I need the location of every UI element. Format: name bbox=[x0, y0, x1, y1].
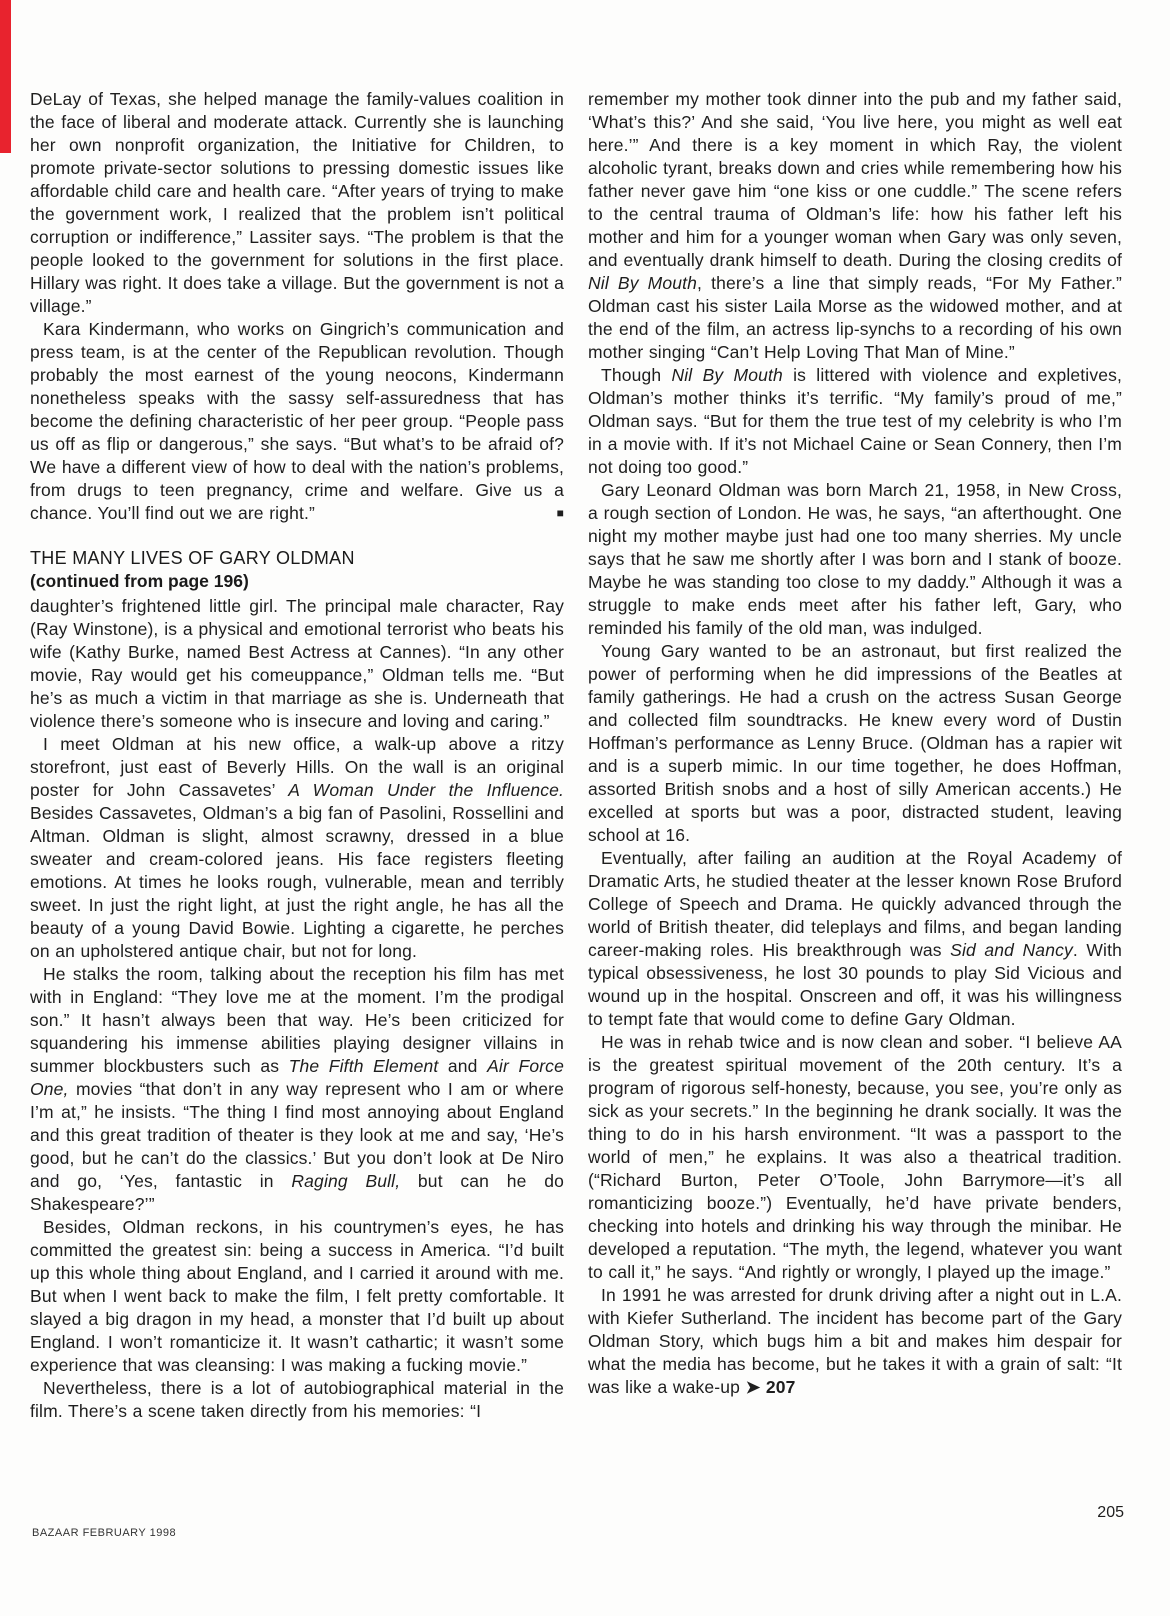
paragraph bbox=[30, 733, 564, 963]
body-text: Besides Cassavetes, Oldman’s a big fan of Pasolini, Rossellini and Altman. Oldman is slight, almost scrawny, dressed in a blue sweater and cream-colored jeans. His face registers fleeting emotions. At times he looks rough, vulnerable, mean and terribly sweet. In just the right light, at just the right angle, he has all the beauty of a young David Bowie. Lighting a cigarette, he perches on an upholstered antique chair, but not for long. bbox=[30, 803, 564, 961]
paragraph bbox=[588, 364, 1122, 479]
section-heading: THE MANY LIVES OF GARY OLDMAN bbox=[30, 548, 355, 568]
paragraph bbox=[30, 318, 564, 525]
body-text: but can he do Shakespeare?’” bbox=[30, 1171, 564, 1214]
body-text: In 1991 he was arrested for drunk driving after a night out in L.A. with Kiefer Sutherland. The incident has become part of the Gary Oldman Story, which bugs him a bit and makes him despair for what the media has become, but he takes it with a grain of salt: “It was like a wake-up bbox=[588, 1285, 1122, 1397]
paragraph bbox=[30, 595, 564, 733]
italic-title-text: Nil By Mouth bbox=[588, 273, 698, 293]
paragraph bbox=[588, 1031, 1122, 1284]
paragraph bbox=[30, 1377, 564, 1423]
body-text: and bbox=[438, 1056, 488, 1076]
page-number: 205 bbox=[1097, 1504, 1124, 1521]
body-text: daughter’s frightened little girl. The principal male character, Ray (Ray Winstone), is a physical and emotional terrorist who beats his wife (Kathy Burke, named Best Actress at Cannes). “In any other movie, Ray would get his comeuppance,” Oldman tells me. “But he’s as much a victim in that marriage as she is. Underneath that violence there’s someone who is insecure and loving and caring.” bbox=[30, 596, 564, 731]
paragraph bbox=[588, 640, 1122, 847]
italic-title-text: The Fifth Element bbox=[288, 1056, 439, 1076]
continued-on-page-jump: ➤ 207 bbox=[745, 1377, 796, 1397]
body-text: Nevertheless, there is a lot of autobiographical material in the film. There’s a scene taken directly from his memories: “I bbox=[30, 1378, 564, 1421]
body-text: He stalks the room, talking about the reception his film has met with in England: “They love me at the moment. I’m the prodigal son.” It hasn’t always been that way. He’s been criticized for squandering his immense abilities playing designer villains in summer blockbusters such as bbox=[30, 964, 564, 1076]
paragraph bbox=[30, 1216, 564, 1377]
magazine-credit: BAZAAR FEBRUARY 1998 bbox=[32, 1527, 177, 1539]
body-text: is littered with violence and expletives, Oldman’s mother thinks it’s terrific. “My family’s proud of me,” Oldman says. “But for them the true test of my celebrity is who I’m in a movie with. If it’s not Michael Caine or Sean Connery, then I’m not doing too good.” bbox=[588, 365, 1123, 477]
spine-accent-bar bbox=[0, 0, 11, 153]
body-text: remember my mother took dinner into the pub and my father said, ‘What’s this?’ And she said, ‘You live here, you might as well eat here.’” And there is a key moment in which Ray, the violent alcoholic tyrant, breaks down and cries while remembering how his father never gave him “one kiss or one cuddle.” The scene refers to the central trauma of Oldman’s life: how his father left his mother and him for a younger woman when Gary was only seven, and eventually drank himself to death. During the closing credits of bbox=[588, 89, 1122, 270]
body-text: . With typical obsessiveness, he lost 30 pounds to play Sid Vicious and wound up in the hospital. Onscreen and off, it was his willingness to tempt fate that would come to define Gary Oldman. bbox=[588, 940, 1122, 1029]
body-text: Besides, Oldman reckons, in his countrymen’s eyes, he has committed the greatest sin: being a success in America. “I’d built up this whole thing about England, and I carried it around with me. But when I went back to make the film, I felt pretty comfortable. It slayed a big dragon in my head, a monster that I’d built up about England. I won’t romanticize it. It wasn’t cathartic; it wasn’t some experience that was cleansing: I was making a fucking movie.” bbox=[30, 1217, 564, 1375]
italic-title-text: Raging Bull, bbox=[291, 1171, 401, 1191]
italic-title-text: A Woman Under the Influence. bbox=[288, 780, 565, 800]
italic-title-text: Sid and Nancy bbox=[950, 940, 1073, 960]
body-text: , there’s a line that simply reads, “For My Father.” Oldman cast his sister Laila Morse as the widowed mother, and at the end of the film, an actress lip-synchs to a recording of his own mother singing “Can’t Help Loving That Man of Mine.” bbox=[588, 273, 1122, 362]
paragraph bbox=[30, 963, 564, 1216]
article-body bbox=[30, 88, 1122, 1423]
body-text: I meet Oldman at his new office, a walk-up above a ritzy storefront, just east of Beverly Hills. On the wall is an original poster for John Cassavetes’ bbox=[30, 734, 564, 800]
paragraph bbox=[588, 88, 1122, 364]
paragraph bbox=[588, 479, 1122, 640]
body-text: Kara Kindermann, who works on Gingrich’s communication and press team, is at the center of the Republican revolution. Though probably the most earnest of the young neocons, Kindermann nonetheless speaks with the sassy self-assuredness that has become the defining characteristic of her peer group. “People pass us off as flip or dangerous,” she says. “But what’s to be afraid of? We have a different view of how to deal with the nation’s problems, from drugs to teen pregnancy, crime and welfare. Give us a chance. You’ll find out we are right.” bbox=[30, 319, 564, 523]
paragraph bbox=[588, 1284, 1122, 1399]
body-text: DeLay of Texas, she helped manage the family-values coalition in the face of liberal and moderate attack. Currently she is launching her own nonprofit organization, the Initiative for Children, to promote private-sector solutions to pressing domestic issues like affordable child care and health care. “After years of trying to make the government work, I realized that the problem isn’t political corruption or indifference,” Lassiter says. “The problem is that the people looked to the government for solutions in the first place. Hillary was right. It does take a village. But the government is not a village.” bbox=[30, 89, 564, 316]
left-column bbox=[30, 88, 564, 1423]
paragraph bbox=[30, 88, 564, 318]
italic-title-text: Air Force One, bbox=[30, 1056, 564, 1099]
italic-title-text: Nil By Mouth bbox=[671, 365, 783, 385]
section-subheading: (continued from page 196) bbox=[30, 571, 249, 591]
body-text: Eventually, after failing an audition at the Royal Academy of Dramatic Arts, he studied theater at the lesser known Rose Bruford College of Speech and Drama. He quickly advanced through the world of British theater, did teleplays and films, and began landing career-making roles. His breakthrough was bbox=[588, 848, 1122, 960]
right-column bbox=[588, 88, 1122, 1423]
paragraph bbox=[588, 847, 1122, 1031]
body-text: movies “that don’t in any way represent who I am or where I’m at,” he insists. “The thing I find most annoying about England and this great tradition of theater is they look at me and say, ‘He’s good, but he can’t do the classics.’ But you don’t look at De Niro and go, ‘Yes, fantastic in bbox=[30, 1079, 564, 1191]
body-text: Gary Leonard Oldman was born March 21, 1958, in New Cross, a rough section of London. He was, he says, “an afterthought. One night my mother maybe just had one too many sherries. My uncle says that he saw me shortly after I was born and I stank of booze. Maybe he was standing too close to my daddy.” Although it was a struggle to make ends meet after his father left, Gary, who reminded his family of the old man, was indulged. bbox=[588, 480, 1122, 638]
body-text: He was in rehab twice and is now clean and sober. “I believe AA is the greatest spiritual movement of the 20th century. It’s a program of rigorous self-honesty, because, you see, you’re only as sick as your secrets.” In the beginning he drank socially. It was the thing to do in his harsh environment. “It was a passport to the world of men,” he explains. It was also a theatrical tradition. (“Richard Burton, Peter O’Toole, John Barrymore—it’s all romanticizing booze.”) Eventually, he’d have private benders, checking into hotels and drinking his way through the minibar. He developed a reputation. “The myth, the legend, whatever you want to call it,” he says. “And rightly or wrongly, I played up the image.” bbox=[588, 1032, 1122, 1282]
end-of-article-mark: ■ bbox=[556, 506, 564, 520]
body-text: Though bbox=[601, 365, 672, 385]
body-text: Young Gary wanted to be an astronaut, but first realized the power of performing when he did impressions of the Beatles at family gatherings. He had a crush on the actress Susan George and collected film soundtracks. He knew every word of Dustin Hoffman’s performance as Lenny Bruce. (Oldman has a rapier wit and is a superb mimic. In our time together, he does Hoffman, assorted British snobs and a host of silly American accents.) He excelled at sports but was a poor, distracted student, leaving school at 16. bbox=[588, 641, 1122, 845]
